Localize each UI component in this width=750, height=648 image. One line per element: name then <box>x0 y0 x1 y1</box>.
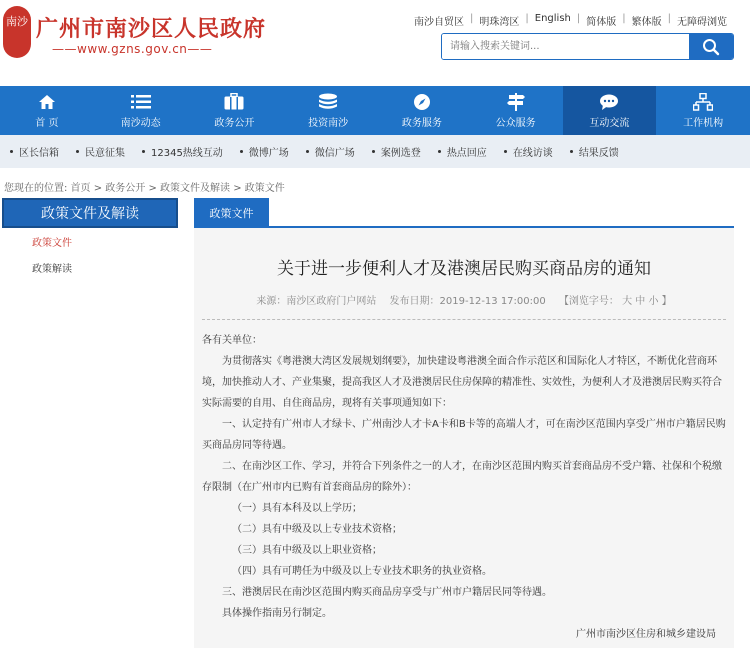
subnav-hot-responses[interactable]: 热点回应 <box>438 144 487 159</box>
subnav-weibo-square[interactable]: 微博广场 <box>240 144 289 159</box>
bullet-icon <box>504 150 507 153</box>
nav-label: 投资南沙 <box>308 117 349 129</box>
org-chart-icon <box>693 93 713 111</box>
top-link-simplified[interactable]: 简体版 <box>586 17 617 28</box>
nav-label: 政务公开 <box>214 117 255 129</box>
bullet-icon <box>142 150 145 153</box>
list-item: （三）具有中级及以上职业资格； <box>232 545 382 556</box>
sub-nav <box>0 135 750 168</box>
site-url: ——www.gzns.gov.cn—— <box>52 42 213 56</box>
paragraph: 一、认定持有广州市人才绿卡、广州南沙人才卡A卡和B卡等的高端人才，可在南沙区范围内享受广州市户籍居民购买商品房同等待遇。 <box>202 419 726 451</box>
home-icon <box>37 93 57 111</box>
paragraph: 具体操作指南另行制定。 <box>222 608 332 619</box>
article-meta <box>194 292 734 307</box>
article-date: 发布日期：2019-12-13 17:00:00 <box>389 296 546 307</box>
nav-label: 南沙动态 <box>120 117 161 129</box>
search-icon <box>702 38 720 56</box>
site-logo[interactable] <box>3 6 31 58</box>
article-source: 来源：南沙区政府门户网站 <box>256 296 377 307</box>
nav-public-services[interactable] <box>469 86 563 135</box>
nav-nansha-news[interactable] <box>94 86 188 135</box>
nav-label: 工作机构 <box>683 117 724 129</box>
search-box <box>441 33 734 60</box>
bullet-icon <box>438 150 441 153</box>
bullet-icon <box>372 150 375 153</box>
site-header <box>0 0 750 86</box>
coins-icon <box>318 93 338 111</box>
paragraph: 三、港澳居民在南沙区范围内购买商品房享受与广州市户籍居民同等待遇。 <box>222 587 552 598</box>
main-nav <box>0 86 750 135</box>
paragraph: 二、在南沙区工作、学习，并符合下列条件之一的人才，在南沙区范围内购买首套商品房不受户籍、社保和个税缴存限制（在广州市内已购有首套商品房的除外）： <box>202 461 722 493</box>
nav-home[interactable] <box>0 86 94 135</box>
nav-label: 公众服务 <box>495 117 536 129</box>
list-item: （二）具有中级及以上专业技术资格； <box>232 524 402 535</box>
salutation: 各有关单位： <box>202 335 262 346</box>
top-link-traditional[interactable]: 繁体版 <box>631 17 662 28</box>
subnav-case-selection[interactable]: 案例选登 <box>372 144 421 159</box>
subnav-12345-hotline[interactable]: 12345热线互动 <box>142 144 223 159</box>
nav-label: 政务服务 <box>401 117 442 129</box>
sidebar-item-policy-documents[interactable]: 政策文件 <box>32 237 72 249</box>
subnav-result-feedback[interactable]: 结果反馈 <box>570 144 619 159</box>
subnav-opinion-collection[interactable]: 民意征集 <box>76 144 125 159</box>
site-name: 广州市南沙区人民政府 <box>36 17 267 42</box>
top-link-nansha-ftz[interactable]: 南沙自贸区 <box>414 17 465 28</box>
bullet-icon <box>10 150 13 153</box>
bullet-icon <box>76 150 79 153</box>
tab-policy-documents[interactable]: 政策文件 <box>194 198 269 228</box>
search-input[interactable] <box>442 34 690 59</box>
sidebar-title: 政策文件及解读 <box>2 198 178 228</box>
search-button[interactable] <box>689 34 733 59</box>
list-item: （四）具有可聘任为中级及以上专业技术职务的执业资格。 <box>232 566 492 577</box>
subnav-online-interviews[interactable]: 在线访谈 <box>504 144 553 159</box>
nav-gov-services[interactable] <box>375 86 469 135</box>
bullet-icon <box>306 150 309 153</box>
article-body <box>194 320 734 645</box>
article-title: 关于进一步便利人才及港澳居民购买商品房的通知 <box>277 259 651 279</box>
briefcase-icon <box>224 93 244 111</box>
nav-label: 互动交流 <box>589 117 630 129</box>
logo-text: 南沙 <box>6 15 28 28</box>
article-panel <box>194 198 734 648</box>
nav-gov-affairs[interactable] <box>188 86 282 135</box>
nav-work-agencies[interactable] <box>656 86 750 135</box>
list-icon <box>131 93 151 111</box>
font-size-switcher[interactable]: 【浏览字号： 大 中 小 】 <box>558 296 672 307</box>
chat-icon <box>599 93 619 111</box>
bullet-icon <box>240 150 243 153</box>
tab-bar <box>194 198 734 228</box>
bullet-icon <box>570 150 573 153</box>
sidebar <box>2 198 178 280</box>
signoff: 广州市南沙区住房和城乡建设局 <box>576 629 716 640</box>
sidebar-item-policy-interpretation[interactable]: 政策解读 <box>32 263 72 275</box>
signpost-icon <box>506 93 526 111</box>
top-link-mingzhu-bay[interactable]: 明珠湾区 <box>479 17 520 28</box>
top-link-english[interactable]: English <box>534 13 571 24</box>
list-item: （一）具有本科及以上学历； <box>232 503 362 514</box>
top-link-accessibility[interactable]: 无障碍浏览 <box>677 17 727 28</box>
compass-icon <box>412 93 432 111</box>
breadcrumb: 您现在的位置: 首页 > 政务公开 > 政策文件及解读 > 政策文件 <box>4 183 285 194</box>
nav-invest-nansha[interactable] <box>281 86 375 135</box>
nav-interaction[interactable] <box>563 86 657 135</box>
top-links: 南沙自贸区 | 明珠湾区 | English | 简体版 | 繁体版 | 无障碍浏览 <box>408 13 733 28</box>
subnav-wechat-square[interactable]: 微信广场 <box>306 144 355 159</box>
nav-label: 首 页 <box>35 117 59 129</box>
paragraph: 为贯彻落实《粤港澳大湾区发展规划纲要》，加快建设粤港澳全面合作示范区和国际化人才特区，不断优化营商环境，加快推动人才、产业集聚，提高我区人才及港澳居民住房保障的精准性、实效性，为便利人才及港澳居民购买符合实际需要的自用、自住商品房，现将有关事项通知如下： <box>202 356 722 409</box>
subnav-mayor-mailbox[interactable]: 区长信箱 <box>10 144 59 159</box>
